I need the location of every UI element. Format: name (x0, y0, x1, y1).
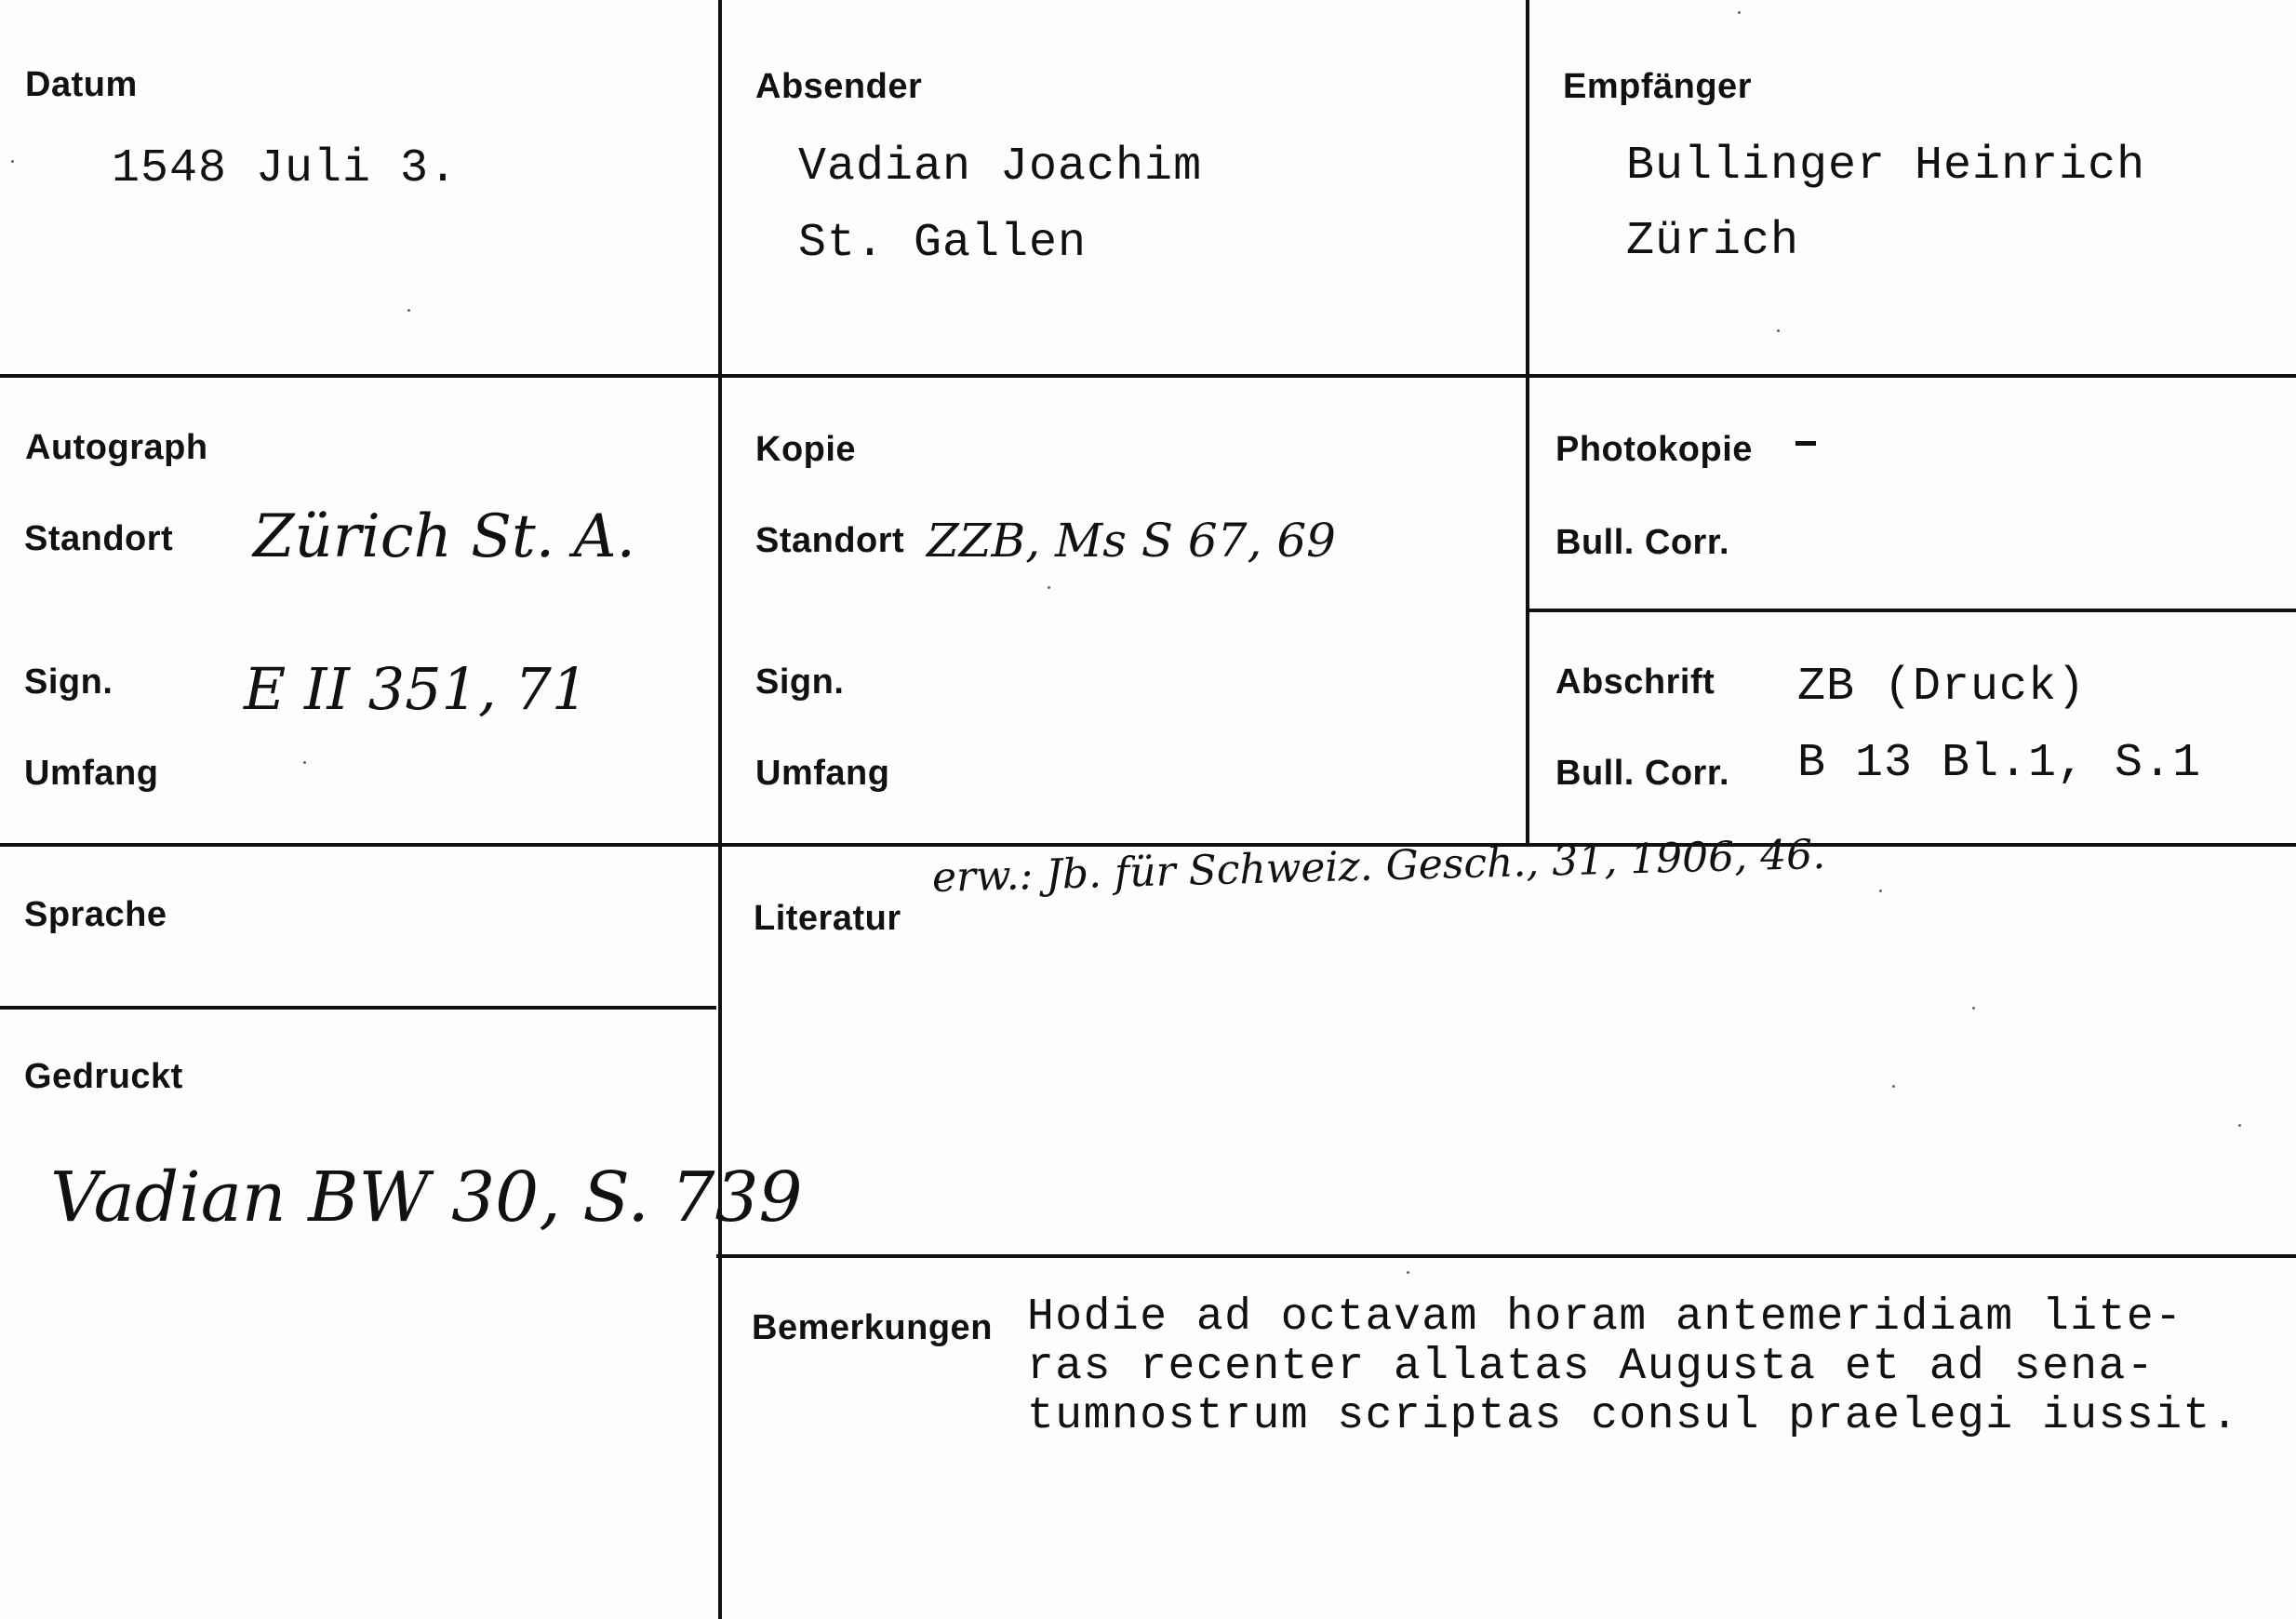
scan-speck (1879, 890, 1882, 892)
scan-speck (2238, 1124, 2241, 1127)
kopie-standort-value: ZZB, Ms S 67, 69 (927, 514, 1336, 568)
scan-speck (11, 160, 14, 163)
gedruckt-label: Gedruckt (24, 1057, 183, 1096)
abschrift-label: Abschrift (1555, 662, 1715, 702)
abschrift-bull-corr-label: Bull. Corr. (1555, 754, 1730, 793)
bemerkungen-line-3: tumnostrum scriptas consul praelegi iussit. (1027, 1391, 2240, 1441)
autograph-sign-label: Sign. (24, 662, 113, 702)
scan-speck (1048, 586, 1050, 589)
photokopie-label: Photokopie (1555, 430, 1753, 469)
literatur-value: erw.: Jb. für Schweiz. Gesch., 31, 1906, 46. (931, 830, 1826, 902)
autograph-standort-value: Zürich St. A. (253, 502, 635, 571)
divider (718, 0, 722, 1619)
scan-speck (1972, 1007, 1975, 1010)
literatur-label: Literatur (754, 899, 901, 938)
bemerkungen-line-1: Hodie ad octavam horam antemeridiam lite- (1027, 1292, 2183, 1343)
scan-speck (303, 761, 306, 764)
scan-speck (1892, 1085, 1895, 1088)
bemerkungen-label: Bemerkungen (752, 1308, 993, 1347)
empfaenger-label: Empfänger (1563, 67, 1752, 106)
kopie-umfang-label: Umfang (755, 754, 890, 793)
scan-speck (407, 309, 410, 312)
bemerkungen-line-2: ras recenter allatas Augusta et ad sena- (1027, 1342, 2156, 1392)
datum-value: 1548 Juli 3. (112, 142, 459, 195)
divider (0, 374, 2296, 378)
divider (0, 843, 2296, 847)
absender-place: St. Gallen (798, 217, 1088, 270)
autograph-standort-label: Standort (24, 519, 174, 558)
abschrift-bull-corr-value: B 13 Bl.1, S.1 (1797, 737, 2202, 790)
empfaenger-place: Zürich (1626, 215, 1800, 268)
kopie-sign-label: Sign. (755, 662, 845, 702)
absender-label: Absender (755, 67, 923, 106)
divider (1528, 609, 2296, 612)
photokopie-value: – (1792, 417, 1822, 470)
scan-speck (1407, 1271, 1409, 1274)
sprache-label: Sprache (24, 895, 167, 934)
autograph-sign-value: E II 351, 71 (244, 655, 589, 723)
absender-name: Vadian Joachim (798, 140, 1203, 194)
autograph-umfang-label: Umfang (24, 754, 159, 793)
empfaenger-name: Bullinger Heinrich (1626, 140, 2146, 193)
abschrift-value: ZB (Druck) (1797, 661, 2087, 714)
scan-speck (1777, 329, 1780, 332)
divider (0, 1006, 716, 1010)
divider (1526, 0, 1529, 847)
divider (716, 1254, 2296, 1258)
autograph-label: Autograph (25, 428, 208, 467)
scan-speck (1738, 11, 1741, 14)
kopie-standort-label: Standort (755, 521, 905, 560)
photokopie-bull-corr-label: Bull. Corr. (1555, 523, 1730, 562)
kopie-label: Kopie (755, 430, 857, 469)
datum-label: Datum (25, 65, 138, 104)
gedruckt-value: Vadian BW 30, S. 739 (50, 1157, 803, 1238)
